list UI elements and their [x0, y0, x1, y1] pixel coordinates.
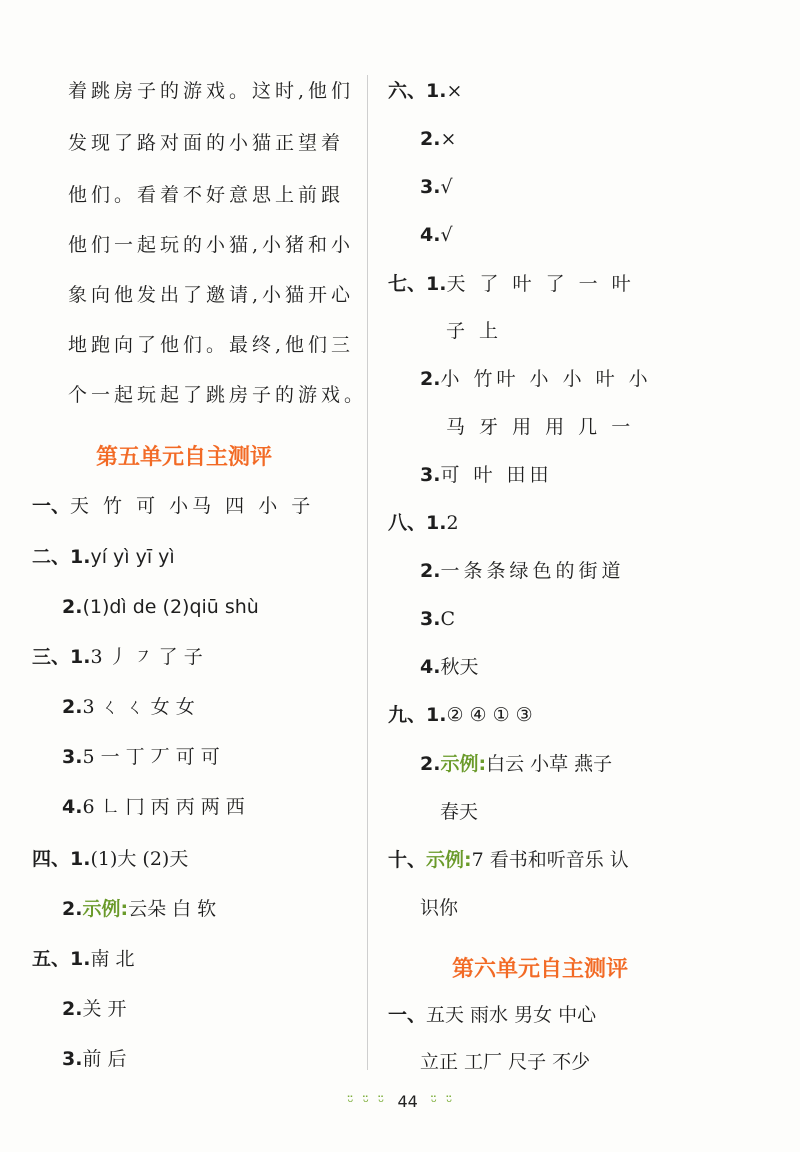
answer-line	[62, 598, 259, 617]
answer-label: 2.	[420, 560, 441, 582]
answer-text: 小 竹叶 小 小 叶 小	[440, 368, 652, 390]
answer-label: 2.	[62, 998, 83, 1020]
answer-line	[62, 748, 220, 767]
answer-label: 九、1.	[388, 704, 447, 726]
sprout-icon: ᵕ̈	[430, 1093, 438, 1111]
answer-label: 2.	[62, 898, 83, 920]
answer-text: ×	[446, 80, 463, 102]
answer-text: yí yì yī yì	[90, 546, 175, 568]
answer-text: 白云 小草 燕子	[486, 753, 613, 775]
answer-text: 识你	[420, 897, 459, 919]
answer-line	[32, 950, 135, 969]
answer-line	[32, 648, 203, 667]
passage-line: 他们一起玩的小猫,小猪和小	[68, 234, 355, 256]
answer-label: 3.	[420, 608, 441, 630]
answer-line	[420, 130, 456, 149]
answer-text: 秋天	[440, 656, 479, 678]
answer-line	[420, 370, 652, 389]
answer-line	[32, 497, 314, 516]
sprout-icon: ᵕ̈	[446, 1093, 453, 1111]
answer-text: 马 牙 用 用 几 一	[446, 416, 635, 438]
answer-text: 云朵 白 软	[128, 898, 217, 920]
answer-text: √	[440, 224, 453, 246]
answer-line	[420, 899, 458, 918]
answer-label: 4.	[62, 796, 83, 818]
answer-label: 3.	[420, 176, 441, 198]
answer-label: 十、	[388, 849, 427, 871]
answer-text: ×	[440, 128, 457, 150]
passage-line: 他们。看着不好意思上前跟	[68, 184, 345, 206]
sprout-icon: ᵕ̈	[347, 1093, 354, 1111]
answer-text: 立正 工厂 尺子 不少	[420, 1051, 591, 1073]
answer-line	[32, 548, 175, 567]
answer-label: 一、	[32, 495, 71, 517]
answer-label: 3.	[62, 1048, 83, 1070]
page-number: 44	[397, 1092, 418, 1111]
answer-text: 春天	[440, 801, 479, 823]
column-divider	[367, 75, 368, 1070]
answer-line	[388, 514, 459, 533]
answer-text: 子 上	[446, 320, 503, 342]
answer-label: 五、1.	[32, 948, 91, 970]
passage-line: 象向他发出了邀请,小猫开心	[68, 284, 355, 306]
answer-line	[446, 322, 502, 341]
answer-line	[388, 1006, 596, 1025]
answer-text: 6 ㇗ 冂 丙 丙 两 西	[82, 796, 245, 818]
answer-text: (1)大 (2)天	[90, 848, 189, 870]
answer-label: 3.	[62, 746, 83, 768]
answer-label: 八、1.	[388, 512, 447, 534]
answer-text: 可 叶 田田	[440, 464, 553, 486]
sprout-icon: ᵕ̈	[378, 1093, 385, 1111]
answer-text: 南 北	[90, 948, 135, 970]
answer-text: ② ④ ① ③	[446, 704, 533, 726]
page-footer	[0, 1092, 800, 1111]
answer-line	[62, 798, 245, 817]
section-title-unit5: 第五单元自主测评	[96, 445, 273, 470]
answer-label: 4.	[420, 656, 441, 678]
passage-line: 发现了路对面的小猫正望着	[68, 132, 345, 154]
passage-line: 着跳房子的游戏。这时,他们	[68, 80, 355, 102]
answer-text: 3 丿 ㇇ 了 子	[90, 646, 203, 668]
answer-label: 4.	[420, 224, 441, 246]
answer-line	[388, 851, 629, 870]
example-label: 示例:	[82, 898, 129, 920]
answer-text: 2	[446, 512, 459, 534]
answer-label: 2.	[62, 696, 83, 718]
answer-line	[388, 275, 635, 294]
answer-line	[420, 755, 612, 774]
answer-label: 六、1.	[388, 80, 447, 102]
answer-line	[420, 466, 553, 485]
answer-line	[420, 562, 624, 581]
answer-text: 7 看书和听音乐 认	[471, 849, 629, 871]
passage-line: 地跑向了他们。最终,他们三	[68, 334, 355, 356]
answer-line	[32, 850, 188, 869]
answer-label: 3.	[420, 464, 441, 486]
answer-line	[62, 1050, 127, 1069]
answer-text: 天 了 叶 了 一 叶	[446, 273, 635, 295]
answer-label: 七、1.	[388, 273, 447, 295]
answer-label: 一、	[388, 1004, 427, 1026]
answer-text: √	[440, 176, 453, 198]
example-label: 示例:	[440, 753, 487, 775]
answer-text: (1)dì de (2)qiū shù	[82, 596, 259, 618]
answer-line	[62, 900, 216, 919]
answer-text: 五天 雨水 男女 中心	[426, 1004, 597, 1026]
answer-line	[420, 610, 455, 629]
answer-line	[440, 803, 478, 822]
answer-label: 2.	[420, 128, 441, 150]
answer-label: 三、1.	[32, 646, 91, 668]
answer-line	[420, 1053, 590, 1072]
answer-line	[388, 82, 462, 101]
answer-label: 2.	[420, 368, 441, 390]
answer-text: 一条条绿色的街道	[440, 560, 625, 582]
sprout-icon: ᵕ̈	[362, 1093, 370, 1111]
answer-label: 2.	[420, 753, 441, 775]
answer-line	[446, 418, 634, 437]
answer-text: 天 竹 可 小马 四 小 子	[70, 495, 315, 517]
answer-text: C	[440, 608, 455, 630]
answer-text: 前 后	[82, 1048, 127, 1070]
answer-text: 3 ㄑ ㄑ 女 女	[82, 696, 195, 718]
answer-text: 5 一 丁 丆 可 可	[82, 746, 220, 768]
answer-label: 2.	[62, 596, 83, 618]
example-label: 示例:	[426, 849, 472, 871]
answer-line	[388, 706, 533, 725]
answer-label: 四、1.	[32, 848, 91, 870]
answer-line	[420, 226, 453, 245]
answer-line	[62, 698, 195, 717]
answer-text: 关 开	[82, 998, 127, 1020]
answer-line	[62, 1000, 127, 1019]
passage-line: 个一起玩起了跳房子的游戏。	[68, 384, 368, 406]
answer-line	[420, 658, 478, 677]
answer-label: 二、1.	[32, 546, 91, 568]
section-title-unit6: 第六单元自主测评	[452, 957, 629, 982]
answer-line	[420, 178, 453, 197]
